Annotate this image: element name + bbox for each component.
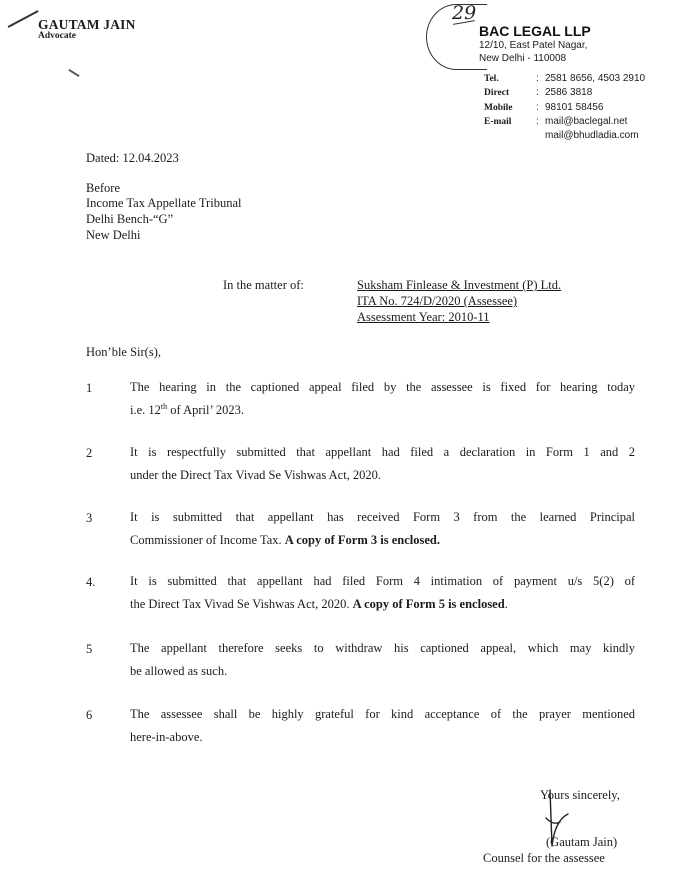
paragraph-number: 5 (86, 642, 93, 656)
scan-mark (68, 69, 79, 77)
decorative-slash (8, 10, 39, 27)
paragraph-line: It is submitted that appellant had filed Form 4 intimation of payment u/s 5(2) of (130, 574, 635, 588)
matter-appeal-number: ITA No. 724/D/2020 (Assessee) (357, 294, 518, 308)
contact-value: 2581 8656, 4503 2910 (545, 73, 646, 84)
addressee-line: Delhi Bench-“G” (86, 212, 174, 226)
signatory-role: Counsel for the assessee (483, 851, 605, 865)
signatory-name: (Gautam Jain) (546, 835, 618, 849)
paragraph-number: 2 (86, 446, 93, 460)
contact-value: 98101 58456 (545, 102, 604, 113)
paragraph-line: The hearing in the captioned appeal filed by the assessee is fixed for hearing today (130, 380, 635, 394)
paragraph-line: The assessee shall be highly grateful for kind acceptance of the prayer mentioned (130, 707, 635, 721)
salutation: Hon’ble Sir(s), (86, 345, 161, 359)
paragraph-1 (130, 376, 635, 422)
letter-date: Dated: 12.04.2023 (86, 151, 179, 165)
paragraph-number: 4. (86, 575, 96, 589)
firm-address-line2: New Delhi - 110008 (479, 53, 567, 64)
addressee-line: Before (86, 181, 121, 195)
advocate-name: GAUTAM JAIN (38, 17, 136, 32)
paragraph-line: under the Direct Tax Vivad Se Vishwas Act, 2020. (130, 468, 382, 482)
contact-mobile: Mobile : 98101 58456 (484, 102, 604, 113)
contact-label: E-mail (484, 117, 512, 127)
contact-direct: Direct : 2586 3818 (484, 87, 593, 98)
paragraph-number: 3 (86, 511, 93, 525)
paragraph-3 (130, 506, 635, 552)
paragraph-line: here-in-above. (130, 730, 203, 744)
handwritten-number: 29 (452, 2, 477, 24)
paragraph-line: The appellant therefore seeks to withdraw his captioned appeal, which may kindly (130, 641, 635, 655)
matter-party: Suksham Finlease & Investment (P) Ltd. (357, 278, 562, 292)
firm-address-line1: 12/10, East Patel Nagar, (479, 40, 588, 51)
paragraph-line: be allowed as such. (130, 664, 228, 678)
paragraph-number: 1 (86, 381, 93, 395)
contact-value: 2586 3818 (545, 87, 593, 98)
contact-label: Direct (484, 88, 510, 98)
paragraph-line: the Direct Tax Vivad Se Vishwas Act, 2020. A copy of Form 5 is enclosed. (130, 597, 508, 611)
advocate-title: Advocate (38, 31, 76, 41)
paragraph-line: i.e. 12th of April’ 2023. (130, 401, 244, 417)
paragraph-4 (130, 570, 635, 616)
contact-tel: Tel. : 2581 8656, 4503 2910 (484, 73, 646, 84)
paragraph-line: It is respectfully submitted that appellant had filed a declaration in Form 1 and 2 (130, 445, 635, 459)
contact-email: E-mail : mail@baclegal.net (484, 116, 628, 127)
paragraph-line: It is submitted that appellant has received Form 3 from the learned Principal (130, 510, 635, 524)
matter-label: In the matter of: (223, 278, 304, 292)
firm-name: BAC LEGAL LLP (479, 23, 591, 39)
paragraph-5 (130, 637, 635, 683)
enclosure-note: A copy of Form 3 is enclosed. (284, 533, 440, 547)
paragraph-6 (130, 703, 635, 749)
contact-email-secondary: mail@bhudladia.com (545, 130, 639, 141)
contact-label: Tel. (484, 74, 499, 84)
contact-value: mail@baclegal.net (545, 116, 628, 127)
addressee-line: Income Tax Appellate Tribunal (86, 196, 242, 210)
paragraph-number: 6 (86, 708, 93, 722)
matter-assessment-year: Assessment Year: 2010-11 (357, 310, 490, 324)
contact-label: Mobile (484, 103, 513, 113)
paragraph-2 (130, 441, 635, 487)
enclosure-note: A copy of Form 5 is enclosed (352, 597, 505, 611)
addressee-line: New Delhi (86, 228, 141, 242)
valediction: Yours sincerely, (540, 788, 620, 802)
paragraph-line: Commissioner of Income Tax. A copy of Form 3 is enclosed. (130, 533, 440, 547)
